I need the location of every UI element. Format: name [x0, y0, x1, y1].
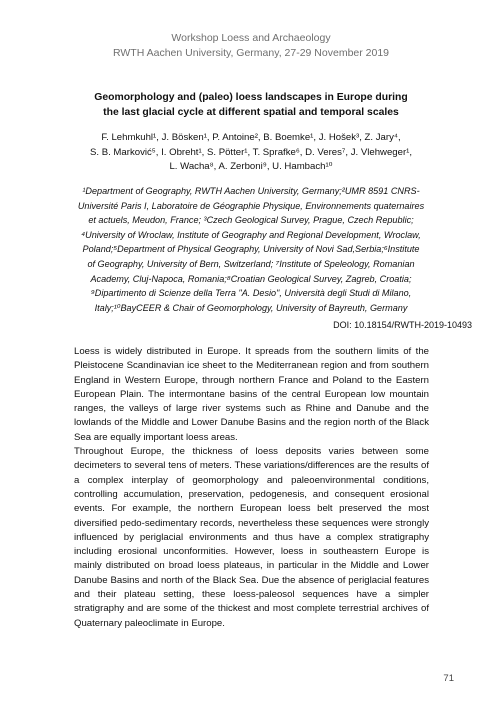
- affiliation-line: ⁹Dipartimento di Scienze della Terra "A. Desio", Università degli Studi di Milano,: [90, 288, 412, 299]
- doi: DOI: 10.18154/RWTH-2019-10493: [333, 320, 472, 330]
- affiliation-line: Poland;⁵Department of Physical Geography, University of Novi Sad,Serbia;⁶Institute: [82, 244, 420, 255]
- author-line: L. Wacha⁸, A. Zerboni⁹, U. Hambach¹⁰: [169, 161, 333, 172]
- body-paragraph: Throughout Europe, the thickness of loess deposits varies between some decimeters to several tens of meters. These variations/differences are the results of a complex interplay of geomorphology and paleoenvironmental conditions, controlling accumulation, preservation, pedogenesis, and consequent erosional events. For example, the northern European loess belt preserved the most diversified pedo-sedimentary records, nevertheless these sequences were strongly influenced by periglacial environments and thus have a complex stratigraphy including erosional unconformities. However, loess in southeastern Europe is mainly distributed on broad loess plateaus, in particular in the Middle and Lower Danube Basins and north of the Black Sea. Due the absence of periglacial features and their plateau setting, these loess-paleosol sequences have a simpler stratigraphy and are some of the thickest and most complete terrestrial archives of Quaternary paleoclimate in Europe.: [74, 446, 429, 629]
- title-line: the last glacial cycle at different spatial and temporal scales: [103, 107, 399, 118]
- affiliation-line: et actuels, Meudon, France; ³Czech Geological Survey, Prague, Czech Republic;: [88, 215, 414, 226]
- page-number: 71: [443, 673, 454, 684]
- header-venue-date: RWTH Aachen University, Germany, 27-29 November 2019: [112, 47, 390, 59]
- header-workshop-name: Workshop Loess and Archaeology: [171, 32, 331, 44]
- affiliations: [50, 184, 452, 315]
- affiliation-line: of Geography, University of Bern, Switzerland; ⁷Institute of Speleology, Romanian: [87, 258, 415, 269]
- title-line: Geomorphology and (paleo) loess landscapes in Europe during: [94, 92, 408, 103]
- affiliation-line: Italy;¹⁰BayCEER & Chair of Geomorphology, University of Bayreuth, Germany: [94, 302, 408, 313]
- author-line: F. Lehmkuhl¹, J. Bösken¹, P. Antoine², B. Boemke¹, J. Hošek³, Z. Jary⁴,: [101, 132, 401, 143]
- author-line: S. B. Marković⁵, I. Obreht¹, S. Pötter¹, T. Sprafke⁶, D. Veres⁷, J. Vlehweger¹,: [89, 146, 413, 158]
- author-list: [45, 131, 457, 175]
- affiliation-line: Academy, Cluj-Napoca, Romania;⁸Croatian Geological Survey, Zagreb, Croatia;: [90, 273, 412, 284]
- affiliation-line: ⁴University of Wroclaw, Institute of Geography and Regional Development, Wroclaw,: [81, 229, 421, 240]
- body-paragraph: Loess is widely distributed in Europe. It spreads from the southern limits of the Pleistocene Scandinavian ice sheet to the Mediterranean region and from southern England in Western Europe, through northern France and Poland to the Eastern European Plain. The intermontane basins of the central European low mountain ranges, the valleys of large river systems such as Rhine and Danube and the lowlands of the Middle and Lower Danube Basins and the region north of the Black Sea are equally important loess areas.: [74, 346, 429, 443]
- abstract-body: [74, 345, 429, 631]
- running-header: [0, 31, 502, 61]
- paper-title: [60, 90, 442, 120]
- affiliation-line: ¹Department of Geography, RWTH Aachen University, Germany;²UMR 8591 CNRS-: [82, 186, 420, 196]
- affiliation-line: Université Paris I, Laboratoire de Géographie Physique, Environnements quaternaires: [77, 200, 425, 211]
